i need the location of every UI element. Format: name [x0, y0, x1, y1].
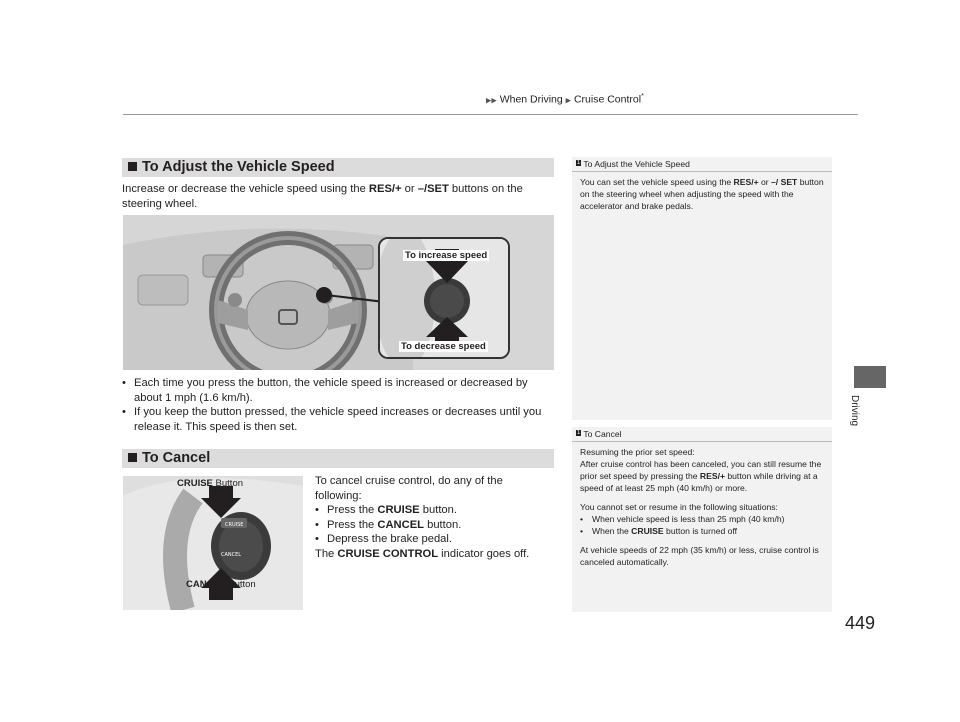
list-item: • Depress the brake pedal. [315, 532, 550, 547]
breadcrumb-item-cruise-control[interactable]: Cruise Control [573, 93, 642, 106]
label-decrease-speed: To decrease speed [401, 341, 486, 352]
section-marker-icon [128, 453, 137, 462]
breadcrumb [486, 93, 644, 106]
section-heading-adjust [122, 158, 554, 177]
adjust-bullets [122, 376, 554, 434]
list-item: • Press the CANCEL button. [315, 518, 550, 533]
list-item: • When vehicle speed is less than 25 mph (40 km/h) [580, 513, 824, 525]
list-item: • Press the CRUISE button. [315, 503, 550, 518]
list-item: • When the CRUISE button is turned off [580, 525, 824, 537]
cancel-instructions [315, 474, 550, 561]
note-cancel [572, 427, 832, 612]
chapter-label: Driving [849, 395, 860, 427]
breadcrumb-item-when-driving[interactable]: When Driving [499, 93, 563, 106]
note-cancel-title: $^1$ To Cancel [572, 427, 832, 442]
chapter-tab [854, 366, 886, 388]
wheel-label-cancel: CANCEL [221, 552, 242, 558]
section-marker-icon [128, 162, 137, 171]
note-cancel-body: Resuming the prior set speed: After cruise control has been canceled, you can still resume the prior set speed by pressing the RES/+ button while driving at a speed of at least 25 mph (40 km/h) or more. You cannot set or resume in the following situations: • When vehicle speed is less than 25 mph (40 km/h) • When the CRUISE button is turned off At vehicle speeds of 22 mph (35 km/h) or less, cruise control is canceled automatically. [572, 442, 832, 568]
optional-marker: * [641, 93, 644, 100]
note-adjust-title: $^1$ To Adjust the Vehicle Speed [572, 157, 832, 172]
cancel-intro: To cancel cruise control, do any of the following: [315, 475, 503, 502]
cancel-indicator-note: The CRUISE CONTROL indicator goes off. [315, 547, 530, 560]
steering-wheel-illustration [123, 215, 554, 370]
list-item: • If you keep the button pressed, the vehicle speed increases or decreases until you release it. This speed is then set. [122, 405, 554, 434]
adjust-intro: Increase or decrease the vehicle speed using the RES/+ or –/SET buttons on the steering wheel. [122, 183, 523, 210]
page-number: 449 [845, 613, 876, 633]
label-increase-speed: To increase speed [405, 250, 488, 261]
label-cruise-button: CRUISE Button [177, 478, 244, 489]
breadcrumb-arrow-icon: ▶▶ [486, 97, 497, 105]
note-adjust [572, 157, 832, 420]
label-cancel-button: CANCEL Button [186, 579, 256, 590]
wheel-label-cruise: CRUISE [225, 522, 244, 528]
section-heading-cancel-text: To Cancel [142, 450, 211, 466]
list-item: • Each time you press the button, the vehicle speed is increased or decreased by about 1 mph (1.6 km/h). [122, 376, 554, 405]
breadcrumb-arrow-icon: ▶ [565, 97, 572, 105]
note-adjust-body: You can set the vehicle speed using the RES/+ or –/ SET button on the steering wheel when adjusting the speed with the accelerator and brake pedals. [580, 177, 824, 211]
header-divider [123, 114, 858, 115]
cruise-buttons-illustration [123, 476, 303, 610]
section-heading-adjust-text: To Adjust the Vehicle Speed [142, 159, 335, 175]
section-heading-cancel [122, 449, 554, 468]
